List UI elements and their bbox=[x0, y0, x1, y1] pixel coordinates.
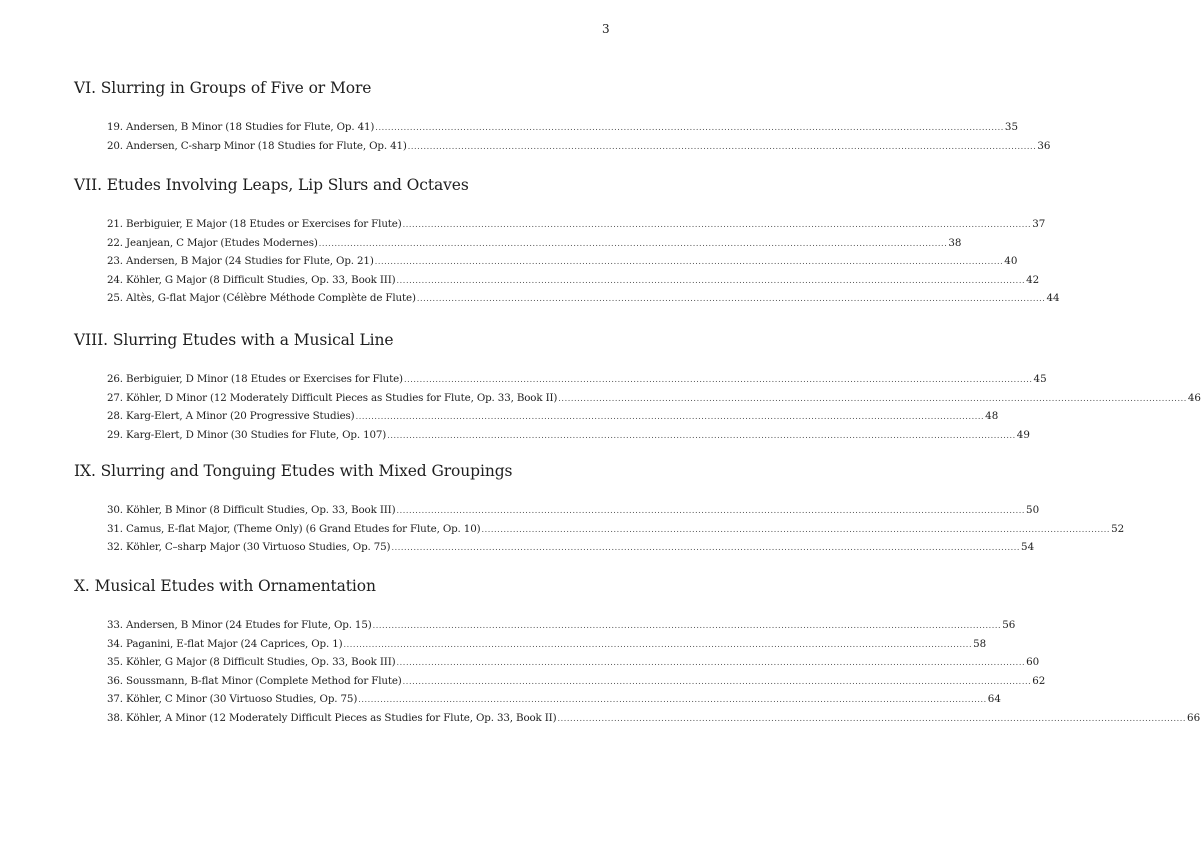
toc-entry bbox=[107, 520, 1125, 539]
toc-section bbox=[74, 576, 1201, 728]
toc-entry bbox=[107, 672, 1046, 691]
entry-title: 20. Andersen, C-sharp Minor (18 Studies for Flute, Op. 41) bbox=[107, 139, 407, 152]
toc-entry bbox=[107, 271, 1040, 290]
dot-leader: ........................................................................................................................................................................................................ bbox=[396, 658, 1026, 668]
section-heading: VIII. Slurring Etudes with a Musical Line bbox=[74, 331, 394, 349]
dot-leader: ........................................................................................................................................................................................................ bbox=[374, 257, 1004, 267]
toc-section bbox=[74, 461, 1125, 557]
entry-page-number: 56 bbox=[1002, 619, 1016, 631]
entry-list bbox=[107, 616, 1201, 728]
toc-section bbox=[74, 78, 1051, 155]
dot-leader: ........................................................................................................................................................................................................ bbox=[403, 375, 1033, 384]
entry-list bbox=[107, 118, 1051, 155]
toc-entry bbox=[107, 370, 1047, 389]
toc-entry bbox=[107, 635, 987, 654]
entry-page-number: 58 bbox=[973, 637, 987, 650]
entry-title: 35. Köhler, G Major (8 Difficult Studies, Op. 33, Book III) bbox=[107, 656, 396, 669]
entry-page-number: 38 bbox=[948, 236, 962, 249]
dot-leader: ........................................................................................................................................................................................................ bbox=[396, 506, 1026, 515]
toc-entry bbox=[107, 289, 1060, 308]
toc-entry bbox=[107, 690, 1001, 709]
entry-title: 23. Andersen, B Major (24 Studies for Flute, Op. 21) bbox=[107, 255, 374, 268]
toc-entry bbox=[107, 118, 1018, 137]
entry-page-number: 50 bbox=[1026, 504, 1040, 516]
section-heading: X. Musical Etudes with Ornamentation bbox=[74, 577, 376, 595]
entry-page-number: 37 bbox=[1032, 218, 1046, 230]
entry-title: 28. Karg-Elert, A Minor (20 Progressive Studies) bbox=[107, 410, 355, 423]
entry-title: 29. Karg-Elert, D Minor (30 Studies for Flute, Op. 107) bbox=[107, 428, 387, 441]
toc-section bbox=[74, 330, 1201, 444]
dot-leader: ........................................................................................................................................................................................................ bbox=[387, 430, 1016, 440]
entry-title: 38. Köhler, A Minor (12 Moderately Difficult Pieces as Studies for Flute, Op. 33, Book II) bbox=[107, 711, 557, 724]
entry-page-number: 44 bbox=[1046, 292, 1060, 305]
entry-page-number: 35 bbox=[1004, 121, 1018, 133]
toc-entry bbox=[107, 709, 1201, 728]
dot-leader: ........................................................................................................................................................................................................ bbox=[372, 621, 1002, 630]
dot-leader: ........................................................................................................................................................................................................ bbox=[391, 543, 1021, 553]
entry-list bbox=[107, 370, 1201, 444]
section-heading: IX. Slurring and Tonguing Etudes with Mixed Groupings bbox=[74, 462, 513, 480]
entry-page-number: 36 bbox=[1037, 139, 1051, 152]
entry-page-number: 64 bbox=[987, 693, 1001, 706]
entry-title: 27. Köhler, D Minor (12 Moderately Difficult Pieces as Studies for Flute, Op. 33, Book II) bbox=[107, 391, 558, 404]
toc-entry bbox=[107, 215, 1046, 234]
entry-title: 32. Köhler, C–sharp Major (30 Virtuoso Studies, Op. 75) bbox=[107, 541, 391, 554]
entry-page-number: 54 bbox=[1021, 541, 1035, 554]
entry-title: 22. Jeanjean, C Major (Etudes Modernes) bbox=[107, 236, 318, 249]
toc-entry bbox=[107, 234, 962, 253]
dot-leader: ........................................................................................................................................................................................................ bbox=[558, 393, 1187, 403]
toc-entry bbox=[107, 426, 1030, 445]
toc-entry bbox=[107, 616, 1016, 635]
entry-page-number: 52 bbox=[1111, 522, 1125, 535]
entry-page-number: 42 bbox=[1026, 273, 1040, 286]
toc-entry bbox=[107, 653, 1040, 672]
entry-page-number: 66 bbox=[1187, 711, 1201, 724]
dot-leader: ........................................................................................................................................................................................................ bbox=[402, 220, 1032, 229]
dot-leader: ........................................................................................................................................................................................................ bbox=[416, 294, 1046, 304]
dot-leader: ........................................................................................................................................................................................................ bbox=[407, 141, 1037, 151]
entry-page-number: 45 bbox=[1033, 373, 1047, 385]
section-heading: VII. Etudes Involving Leaps, Lip Slurs and Octaves bbox=[74, 176, 469, 194]
entry-title: 31. Camus, E-flat Major, (Theme Only) (6 Grand Etudes for Flute, Op. 10) bbox=[107, 522, 481, 535]
entry-page-number: 40 bbox=[1004, 255, 1018, 268]
toc-entry bbox=[107, 252, 1018, 271]
entry-page-number: 62 bbox=[1032, 674, 1046, 687]
entry-page-number: 48 bbox=[985, 410, 999, 423]
toc-entry bbox=[107, 407, 999, 426]
dot-leader: ........................................................................................................................................................................................................ bbox=[318, 238, 948, 248]
entry-list bbox=[107, 501, 1125, 557]
toc-section bbox=[74, 175, 1060, 308]
section-heading: VI. Slurring in Groups of Five or More bbox=[74, 79, 372, 97]
toc-entry bbox=[107, 137, 1051, 156]
dot-leader: ........................................................................................................................................................................................................ bbox=[355, 412, 985, 422]
dot-leader: ........................................................................................................................................................................................................ bbox=[358, 695, 987, 705]
page-number: 3 bbox=[602, 22, 610, 36]
entry-page-number: 60 bbox=[1026, 656, 1040, 669]
dot-leader: ........................................................................................................................................................................................................ bbox=[481, 524, 1111, 534]
entry-title: 25. Altès, G-flat Major (Célèbre Méthode Complète de Flute) bbox=[107, 292, 416, 305]
entry-title: 24. Köhler, G Major (8 Difficult Studies, Op. 33, Book III) bbox=[107, 273, 396, 286]
entry-page-number: 49 bbox=[1016, 428, 1030, 441]
toc-entry bbox=[107, 389, 1201, 408]
dot-leader: ........................................................................................................................................................................................................ bbox=[557, 713, 1187, 723]
entry-title: 30. Köhler, B Minor (8 Difficult Studies, Op. 33, Book III) bbox=[107, 504, 396, 516]
dot-leader: ........................................................................................................................................................................................................ bbox=[375, 123, 1004, 132]
dot-leader: ........................................................................................................................................................................................................ bbox=[402, 676, 1032, 686]
entry-list bbox=[107, 215, 1060, 308]
entry-title: 34. Paganini, E-flat Major (24 Caprices, Op. 1) bbox=[107, 637, 343, 650]
entry-page-number: 46 bbox=[1187, 391, 1201, 404]
entry-title: 36. Soussmann, B-flat Minor (Complete Method for Flute) bbox=[107, 674, 402, 687]
entry-title: 33. Andersen, B Minor (24 Etudes for Flute, Op. 15) bbox=[107, 619, 372, 631]
entry-title: 37. Köhler, C Minor (30 Virtuoso Studies, Op. 75) bbox=[107, 693, 358, 706]
entry-title: 19. Andersen, B Minor (18 Studies for Flute, Op. 41) bbox=[107, 121, 375, 133]
dot-leader: ........................................................................................................................................................................................................ bbox=[343, 639, 973, 649]
entry-title: 26. Berbiguier, D Minor (18 Etudes or Exercises for Flute) bbox=[107, 373, 403, 385]
dot-leader: ........................................................................................................................................................................................................ bbox=[396, 275, 1026, 285]
toc-entry bbox=[107, 538, 1035, 557]
entry-title: 21. Berbiguier, E Major (18 Etudes or Exercises for Flute) bbox=[107, 218, 402, 230]
toc-entry bbox=[107, 501, 1040, 520]
